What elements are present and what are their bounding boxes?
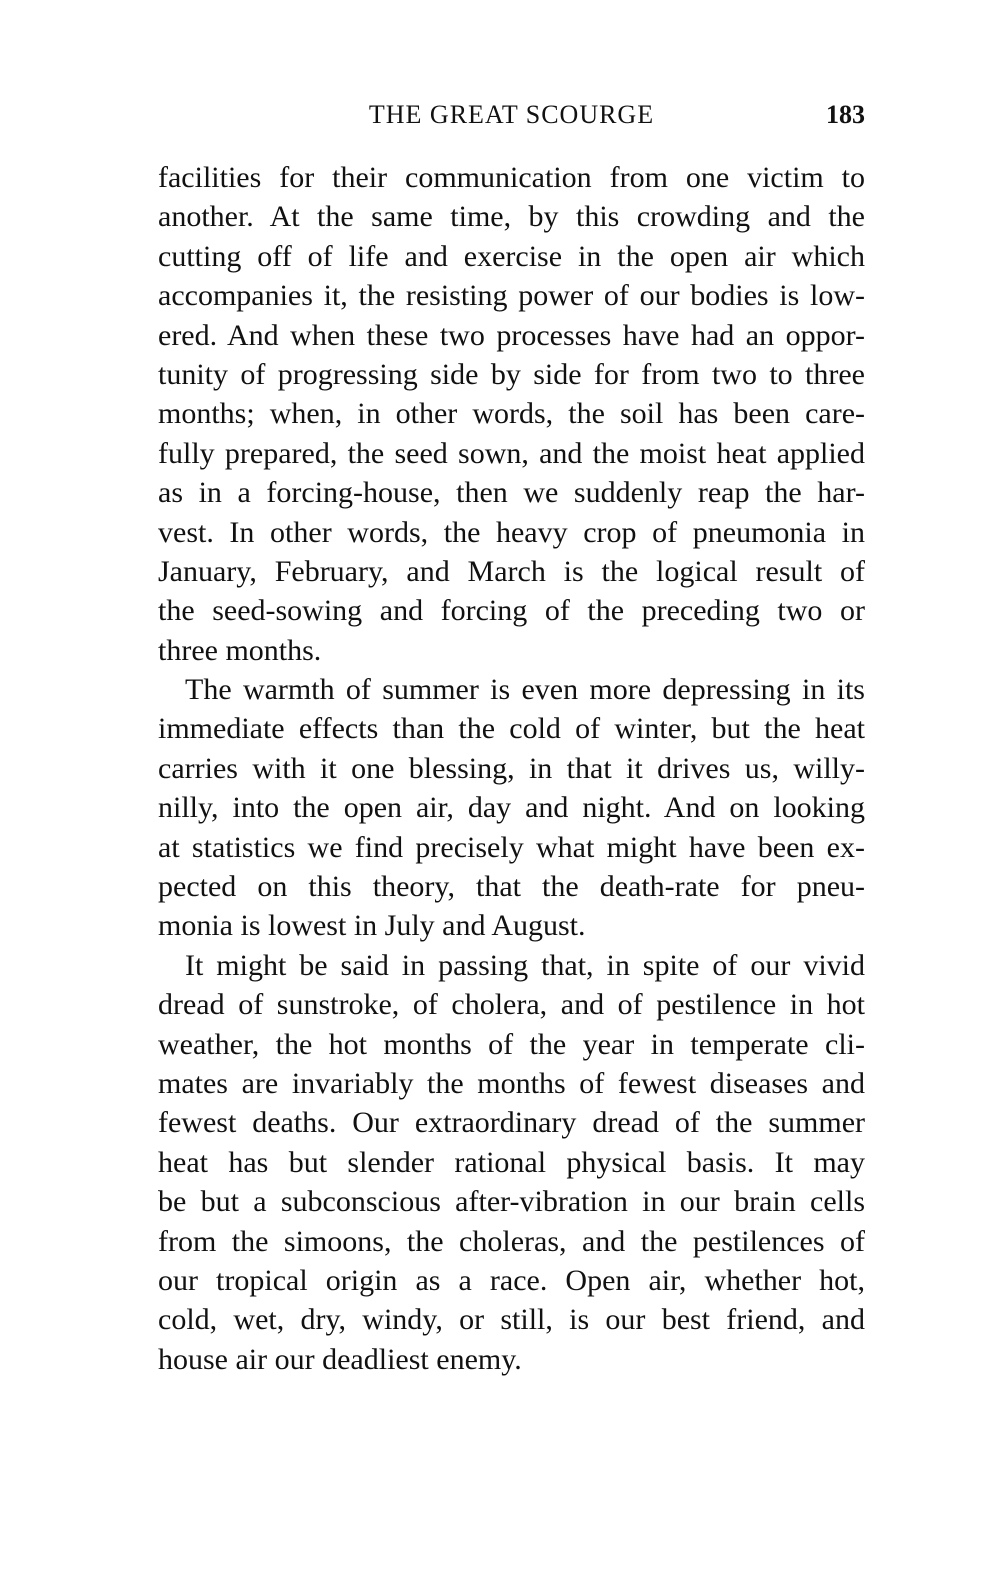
text-line: It might be said in passing that, in spite of our vivid xyxy=(185,948,865,982)
paragraph xyxy=(158,158,865,670)
running-title: THE GREAT SCOURGE xyxy=(368,100,655,129)
page-body xyxy=(158,158,865,1379)
text-line: another. At the same time, by this crowding and the xyxy=(158,200,865,234)
text-line: be but a subconscious after-vibration in our brain cells xyxy=(158,1185,865,1219)
text-line: carries with it one blessing, in that it drives us, willy- xyxy=(158,751,865,785)
text-line: tunity of progressing side by side for from two to three xyxy=(158,357,865,391)
text-line: nilly, into the open air, day and night. And on looking xyxy=(158,791,865,825)
text-line: mates are invariably the months of fewest diseases and xyxy=(158,1066,865,1100)
text-line: at statistics we find precisely what might have been ex- xyxy=(158,830,865,864)
text-line: January, February, and March is the logical result of xyxy=(158,554,865,588)
text-line: cold, wet, dry, windy, or still, is our best friend, and xyxy=(158,1303,865,1337)
text-line: facilities for their communication from one victim to xyxy=(158,161,865,194)
text-line: pected on this theory, that the death-rate for pneu- xyxy=(158,870,865,904)
text-line: ered. And when these two processes have had an oppor- xyxy=(158,318,865,352)
page-number: 183 xyxy=(826,100,865,129)
text-line: the seed-sowing and forcing of the preceding two or xyxy=(158,594,865,628)
paragraph xyxy=(158,670,865,946)
text-line: our tropical origin as a race. Open air, whether hot, xyxy=(158,1263,865,1297)
text-line: house air our deadliest enemy. xyxy=(158,1342,522,1376)
paragraph xyxy=(158,946,865,1379)
text-line: weather, the hot months of the year in temperate cli- xyxy=(158,1027,865,1061)
text-line: monia is lowest in July and August. xyxy=(158,909,586,943)
text-line: accompanies it, the resisting power of our bodies is low- xyxy=(158,279,865,313)
page-header xyxy=(158,100,865,140)
text-line: immediate effects than the cold of winter, but the heat xyxy=(158,712,865,746)
text-line: three months. xyxy=(158,633,322,667)
text-line: heat has but slender rational physical basis. It may xyxy=(158,1145,865,1179)
text-line: fewest deaths. Our extraordinary dread of the summer xyxy=(158,1106,865,1140)
text-line: from the simoons, the choleras, and the pestilences of xyxy=(158,1224,865,1258)
text-line: months; when, in other words, the soil has been care- xyxy=(158,397,865,431)
text-line: dread of sunstroke, of cholera, and of pestilence in hot xyxy=(158,988,865,1022)
text-line: The warmth of summer is even more depressing in its xyxy=(185,673,865,707)
text-line: vest. In other words, the heavy crop of pneumonia in xyxy=(158,515,865,549)
text-line: fully prepared, the seed sown, and the moist heat applied xyxy=(158,436,865,470)
text-line: as in a forcing-house, then we suddenly reap the har- xyxy=(158,476,865,510)
text-line: cutting off of life and exercise in the open air which xyxy=(158,239,865,273)
